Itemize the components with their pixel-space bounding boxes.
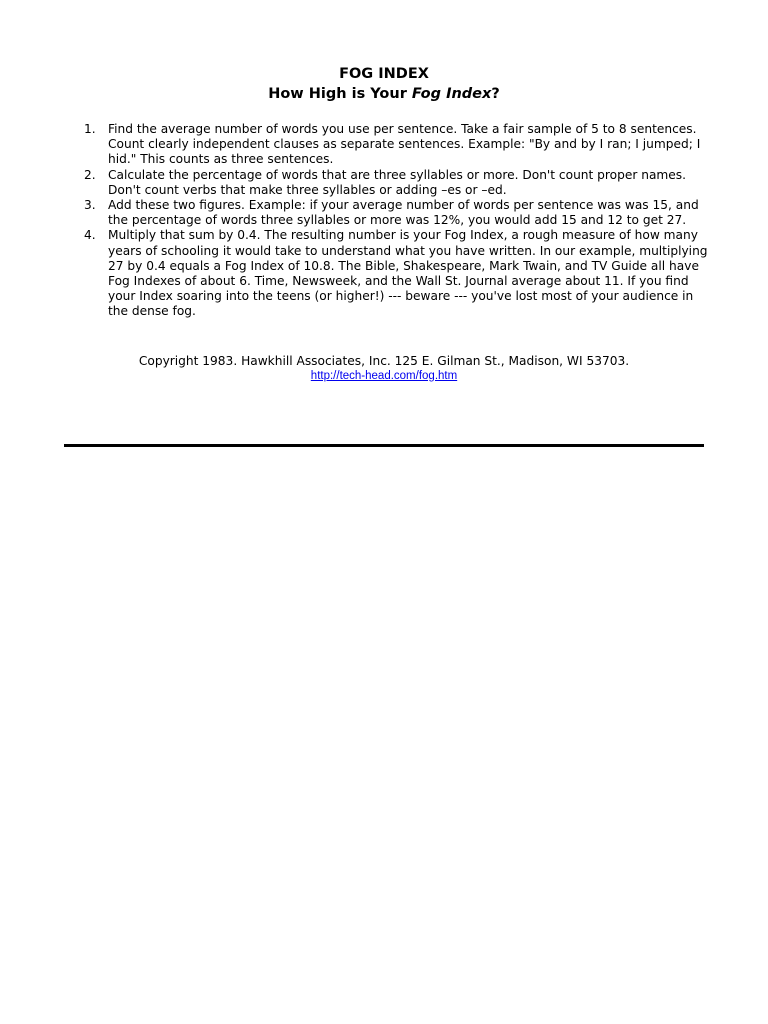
subtitle-suffix: ? [491,86,500,102]
source-link[interactable]: http://tech-head.com/fog.htm [310,370,458,382]
step-text: Calculate the percentage of words that are three syllables or more. Don't count proper names. Don't count verbs that make three syllables or adding –es or –ed. [108,167,687,197]
list-item [80,228,710,319]
list-item [80,198,710,228]
page-subtitle [0,85,768,103]
source-link-container [0,369,768,383]
step-text: Multiply that sum by 0.4. The resulting number is your Fog Index, a rough measure of how many years of schooling it would take to understand what you have written. In our example, multiplying 27 by 0.4 equals a Fog Index of 10.8. The Bible, Shakespeare, Mark Twain, and TV Guide all have Fog Indexes of about 6. Time, Newsweek, and the Wall St. Journal average about 11. If you find your Index soaring into the teens (or higher!) --- beware --- you've lost most of your audience in the dense fog. [108,228,708,319]
list-item [80,168,710,198]
step-number: 1. [84,122,96,136]
subtitle-italic: Fog Index [411,86,492,102]
step-number: 2. [84,167,96,182]
step-text: Add these two figures. Example: if your average number of words per sentence was was 15, and the percentage of words three syllables or more was 12%, you would add 15 and 12 to get 27. [108,198,699,228]
copyright-text: Copyright 1983. Hawkhill Associates, Inc. 125 E. Gilman St., Madison, WI 53703. [138,354,630,368]
list-item [80,122,710,168]
steps-list [80,122,710,320]
step-number: 3. [84,198,96,213]
horizontal-divider [64,444,704,447]
step-text: Find the average number of words you use per sentence. Take a fair sample of 5 to 8 sentences. Count clearly independent clauses as separate sentences. Example: "By and by I ran; I jumped; I hid." This counts as three sentences. [108,122,701,167]
subtitle-prefix: How High is Your [268,86,412,102]
page-title: FOG INDEX [339,66,429,82]
step-number: 4. [84,228,96,243]
